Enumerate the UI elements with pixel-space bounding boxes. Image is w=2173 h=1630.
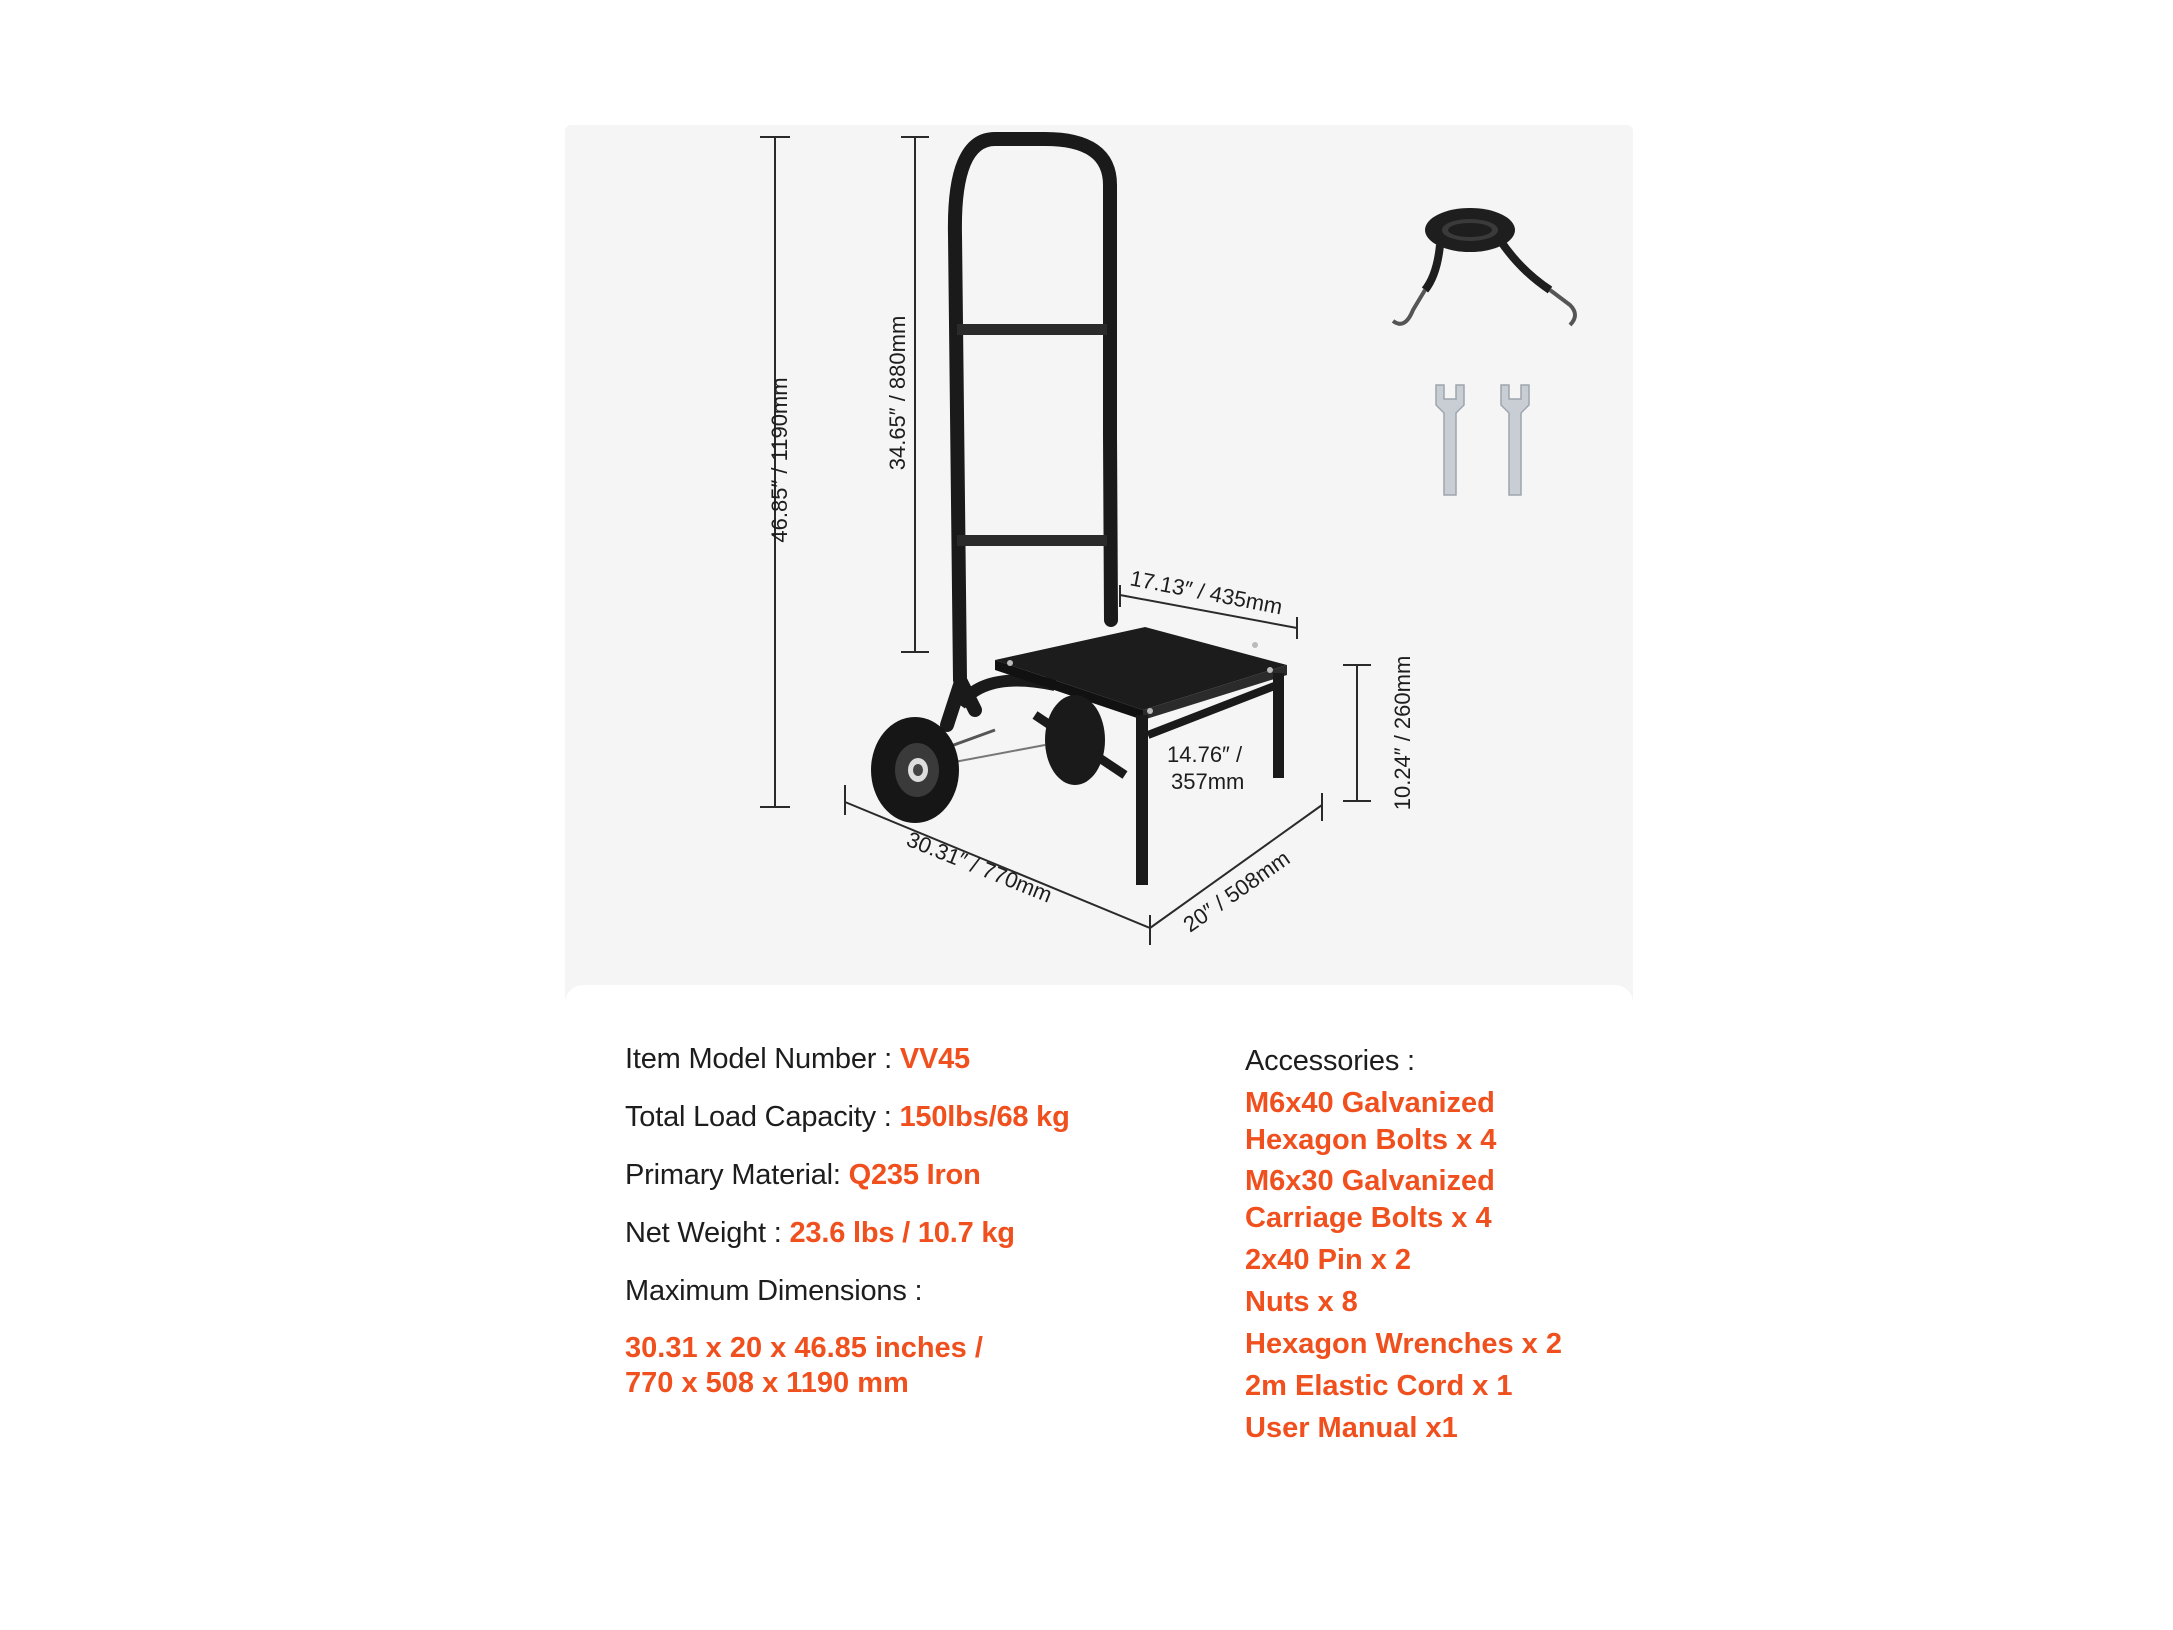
dimension-width <box>1150 793 1322 937</box>
spec-model-label: Item Model Number : <box>625 1043 892 1075</box>
dimension-handle-height <box>885 137 929 652</box>
spec-weight-value: 23.6 lbs / 10.7 kg <box>789 1217 1015 1249</box>
spec-dimensions-label: Maximum Dimensions : <box>625 1275 923 1307</box>
spec-capacity <box>625 1101 1070 1134</box>
spec-weight-label: Net Weight : <box>625 1217 782 1249</box>
spec-weight <box>625 1217 1015 1250</box>
label-platform-height: 10.24″ / 260mm <box>1390 655 1415 811</box>
label-length: 30.31″ / 770mm <box>903 826 1056 908</box>
accessory-item: M6x30 Galvanized <box>1245 1165 1495 1197</box>
accessory-item: User Manual x1 <box>1245 1412 1458 1444</box>
label-platform-width: 17.13″ / 435mm <box>1128 565 1285 620</box>
spec-capacity-value: 150lbs/68 kg <box>899 1101 1070 1133</box>
accessory-item: Hexagon Bolts x 4 <box>1245 1124 1497 1156</box>
label-height-total: 46.85″ / 1190mm <box>767 377 792 543</box>
accessory-item: Nuts x 8 <box>1245 1286 1358 1318</box>
accessory-item: Carriage Bolts x 4 <box>1245 1202 1492 1234</box>
hexagon-wrenches-image <box>1436 385 1529 495</box>
specifications-panel <box>565 985 1633 1523</box>
dimension-platform-depth <box>1167 742 1244 794</box>
dimension-platform-height <box>1343 656 1415 811</box>
spec-model <box>625 1043 970 1076</box>
product-card <box>565 125 1633 1523</box>
label-platform-depth-line1: 14.76″ / <box>1167 742 1243 767</box>
spec-material-value: Q235 Iron <box>848 1159 981 1191</box>
accessory-item: 2m Elastic Cord x 1 <box>1245 1370 1513 1402</box>
spec-dimensions-line2: 770 x 508 x 1190 mm <box>625 1367 909 1399</box>
accessory-item: Hexagon Wrenches x 2 <box>1245 1328 1562 1360</box>
spec-material-label: Primary Material: <box>625 1159 841 1191</box>
label-platform-depth-line2: 357mm <box>1171 769 1245 794</box>
spec-model-value: VV45 <box>899 1043 970 1075</box>
product-illustration <box>565 125 1633 985</box>
elastic-cord-image <box>1393 208 1575 325</box>
spec-capacity-label: Total Load Capacity : <box>625 1101 892 1133</box>
accessory-item: 2x40 Pin x 2 <box>1245 1244 1412 1276</box>
spec-material <box>625 1159 981 1192</box>
accessories-label: Accessories : <box>1245 1045 1415 1077</box>
dimension-height-total <box>760 137 792 807</box>
label-handle-height: 34.65″ / 880mm <box>885 315 910 471</box>
spec-dimensions-line1: 30.31 x 20 x 46.85 inches / <box>625 1332 983 1364</box>
label-width: 20″ / 508mm <box>1178 845 1295 938</box>
accessory-item: M6x40 Galvanized <box>1245 1087 1495 1119</box>
